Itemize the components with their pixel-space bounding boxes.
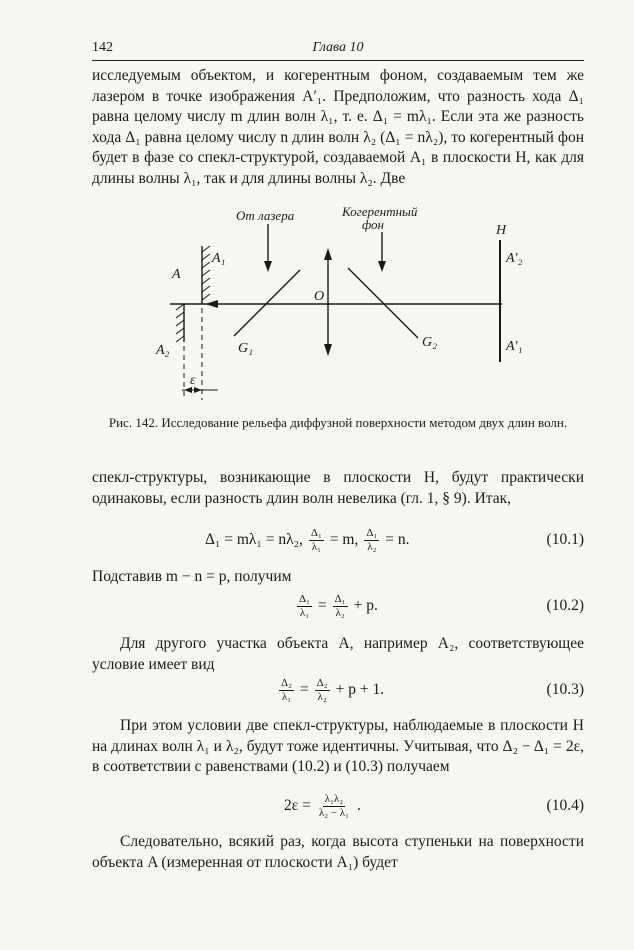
header-rule [92, 60, 584, 61]
label-a: A [172, 267, 181, 282]
label-h: H [496, 223, 507, 238]
eq2-number: (10.2) [546, 597, 584, 614]
paragraph-6: Следовательно, всякий раз, когда высота ступеньки на поверхности объекта A (измеренная от плоскости A₁) будет [92, 833, 584, 871]
equation-10-3: $\frac{\text{Δ₂}}{\text{λ₁}}$ = $\frac{\text{Δ₂}}{\text{λ₂}}$ + p + 1. (10.3) [281, 676, 584, 703]
eq1-frac2: $\frac{\text{Δ₁}}{\text{λ₂}}$ [366, 526, 378, 553]
eq1-frac1: $\frac{\text{Δ₁}}{\text{λ₁}}$ [310, 526, 322, 553]
label-g2: G₂ [422, 335, 437, 350]
axis-arrow [205, 300, 218, 308]
label-from-laser: От лазера [236, 208, 295, 223]
label-g1: G₁ [238, 341, 253, 356]
label-o: O [314, 289, 325, 304]
chapter-title: Глава 10 [312, 40, 364, 55]
eq3-number: (10.3) [546, 681, 584, 698]
paragraph-4: Для другого участка объекта A, например A₂, соответствующее условие имеет вид [92, 635, 584, 673]
label-epsilon: ε [190, 373, 196, 388]
paragraph-2: спекл-структуры, возникающие в плоскости H, будут практически одинаковы, если разность длин волн невелика (гл. 1, § 9). Итак, [92, 469, 584, 507]
paragraph-3: Подставив m − n = p, получим [92, 568, 292, 585]
eq4-number: (10.4) [546, 797, 584, 814]
paragraph-5: При этом условии две спекл-структуры, наблюдаемые в плоскости H на длинах волн λ₁ и λ₂, будут тоже идентичны. Учитывая, что Δ₂ − Δ₁ = 2ε, в соответствии с равенствами (10.2) и (10.3) получаем [92, 717, 584, 775]
label-background: фон [362, 217, 385, 232]
paragraph-1: исследуемым объектом, и когерентным фоном, создаваемым тем же лазером в точке изображения A′₁. Предположим, что разность хода Δ₁ равна целому числу m длин волн λ₁, т. е. Δ₁ = mλ₁. Если эта же разность хода Δ₁ равна целому числу n длин волн λ₂ (Δ₁ = nλ₂), то когерентный фон будет в фазе со спекл-структурой, создаваемой A₁ в плоскости H, как для длины волны λ₁, так и для длины волны λ₂. Две [92, 67, 584, 187]
label-coherent: Когерентный [342, 204, 418, 219]
label-a2: A₂ [156, 343, 170, 358]
figure-142-diagram [150, 200, 550, 412]
splitter-g1 [234, 270, 300, 336]
figure-caption: Рис. 142. Исследование рельефа диффузной поверхности методом двух длин волн. [108, 415, 568, 430]
equation-10-4: 2ε = $\frac{\text{λ₁λ₂}}{\text{λ₂ − λ₁}}$ . (10.4) [284, 792, 584, 819]
splitter-g2 [348, 268, 418, 338]
label-a1: A₁ [212, 251, 226, 266]
equation-10-1: Δ₁ = mλ₁ = nλ₂, $\frac{\text{Δ₁}}{\text{λ₁}}$ = m, $\frac{\text{Δ₁}}{\text{λ₂}}$ = n. (10.1) [205, 526, 584, 553]
label-a2-prime: A′₂ [506, 251, 523, 266]
page-number: 142 [92, 40, 113, 55]
label-a1-prime: A′₁ [506, 339, 523, 354]
equation-10-2: $\frac{\text{Δ₁}}{\text{λ₁}}$ = $\frac{\text{Δ₁}}{\text{λ₂}}$ + p. (10.2) [299, 592, 584, 619]
eq1-number: (10.1) [546, 531, 584, 548]
eq1-lhs: Δ₁ = mλ₁ = nλ₂, [205, 531, 303, 548]
